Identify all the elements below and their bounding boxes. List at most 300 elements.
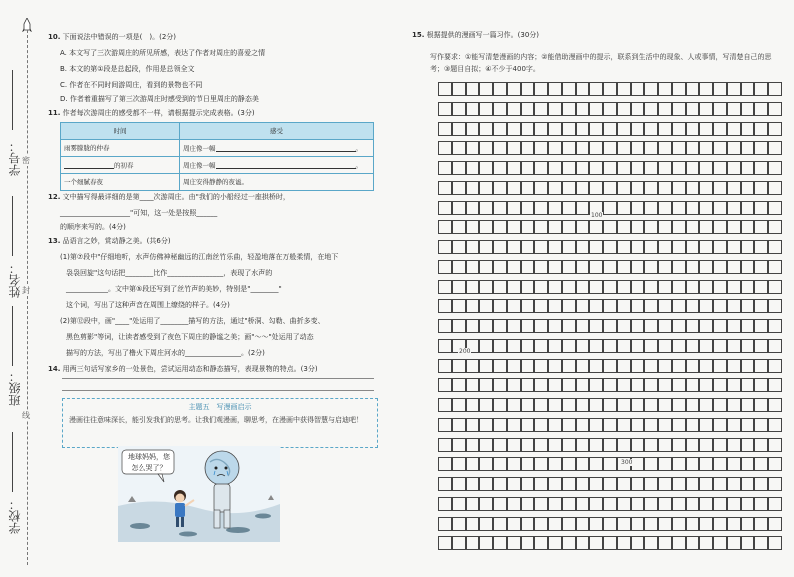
grid-cell[interactable] [534, 398, 548, 412]
grid-cell[interactable] [507, 517, 521, 531]
grid-cell[interactable] [631, 536, 645, 550]
grid-cell[interactable] [493, 378, 507, 392]
grid-cell[interactable] [754, 359, 768, 373]
grid-cell[interactable] [754, 102, 768, 116]
grid-cell[interactable] [754, 201, 768, 215]
grid-cell[interactable] [686, 280, 700, 294]
grid-cell[interactable] [631, 220, 645, 234]
grid-cell[interactable] [617, 438, 631, 452]
grid-cell[interactable] [672, 161, 686, 175]
grid-cell[interactable] [534, 497, 548, 511]
grid-cell[interactable] [617, 477, 631, 491]
grid-cell[interactable] [713, 220, 727, 234]
grid-cell[interactable] [754, 438, 768, 452]
grid-cell[interactable] [534, 260, 548, 274]
grid-cell[interactable] [452, 102, 466, 116]
grid-cell[interactable] [644, 536, 658, 550]
grid-cell[interactable] [727, 240, 741, 254]
grid-cell[interactable] [548, 82, 562, 96]
grid-cell[interactable] [438, 82, 452, 96]
grid-cell[interactable] [562, 201, 576, 215]
grid-cell[interactable] [754, 319, 768, 333]
grid-cell[interactable] [686, 438, 700, 452]
grid-cell[interactable] [617, 299, 631, 313]
grid-cell[interactable] [521, 260, 535, 274]
grid-cell[interactable] [576, 339, 590, 353]
grid-cell[interactable] [466, 240, 480, 254]
grid-cell[interactable] [672, 122, 686, 136]
grid-cell[interactable] [452, 280, 466, 294]
grid-cell[interactable] [727, 181, 741, 195]
grid-cell[interactable] [576, 359, 590, 373]
grid-cell[interactable] [741, 141, 755, 155]
grid-cell[interactable] [672, 378, 686, 392]
grid-cell[interactable] [741, 438, 755, 452]
grid-cell[interactable] [644, 457, 658, 471]
grid-cell[interactable] [617, 181, 631, 195]
grid-cell[interactable] [741, 102, 755, 116]
grid-cell[interactable] [699, 201, 713, 215]
grid-cell[interactable] [576, 497, 590, 511]
grid-cell[interactable] [768, 102, 782, 116]
grid-cell[interactable] [741, 359, 755, 373]
grid-cell[interactable] [534, 339, 548, 353]
answer-line[interactable] [62, 378, 374, 379]
grid-cell[interactable] [562, 141, 576, 155]
grid-cell[interactable] [576, 319, 590, 333]
grid-cell[interactable] [493, 122, 507, 136]
grid-cell[interactable] [699, 122, 713, 136]
grid-cell[interactable] [658, 240, 672, 254]
grid-cell[interactable] [603, 280, 617, 294]
grid-cell[interactable] [727, 299, 741, 313]
grid-cell[interactable] [699, 359, 713, 373]
grid-cell[interactable] [548, 418, 562, 432]
grid-cell[interactable] [576, 378, 590, 392]
grid-cell[interactable] [507, 201, 521, 215]
grid-cell[interactable] [534, 536, 548, 550]
grid-cell[interactable] [617, 319, 631, 333]
grid-cell[interactable] [576, 477, 590, 491]
grid-cell[interactable] [548, 339, 562, 353]
grid-cell[interactable] [452, 141, 466, 155]
grid-cell[interactable] [713, 438, 727, 452]
grid-cell[interactable] [672, 201, 686, 215]
grid-cell[interactable] [727, 141, 741, 155]
grid-cell[interactable] [493, 280, 507, 294]
grid-cell[interactable] [507, 378, 521, 392]
grid-cell[interactable] [741, 161, 755, 175]
grid-cell[interactable] [658, 319, 672, 333]
grid-cell[interactable] [644, 122, 658, 136]
grid-cell[interactable] [686, 181, 700, 195]
grid-cell[interactable] [562, 319, 576, 333]
grid-cell[interactable] [631, 260, 645, 274]
grid-cell[interactable] [658, 280, 672, 294]
grid-cell[interactable] [617, 359, 631, 373]
grid-cell[interactable] [686, 161, 700, 175]
class-blank[interactable] [12, 306, 13, 366]
grid-cell[interactable] [741, 457, 755, 471]
grid-cell[interactable] [521, 161, 535, 175]
grid-cell[interactable] [507, 398, 521, 412]
grid-cell[interactable] [493, 181, 507, 195]
grid-cell[interactable] [534, 240, 548, 254]
grid-cell[interactable] [727, 517, 741, 531]
grid-cell[interactable] [631, 359, 645, 373]
grid-cell[interactable] [672, 220, 686, 234]
grid-cell[interactable] [713, 181, 727, 195]
grid-cell[interactable] [548, 536, 562, 550]
grid-cell[interactable] [658, 517, 672, 531]
grid-cell[interactable] [479, 457, 493, 471]
answer-line[interactable] [62, 390, 374, 391]
grid-cell[interactable] [493, 201, 507, 215]
grid-cell[interactable] [644, 161, 658, 175]
grid-cell[interactable] [686, 319, 700, 333]
grid-cell[interactable] [548, 497, 562, 511]
grid-cell[interactable] [507, 359, 521, 373]
grid-cell[interactable] [479, 299, 493, 313]
grid-cell[interactable] [603, 339, 617, 353]
grid-cell[interactable] [713, 457, 727, 471]
grid-cell[interactable] [534, 438, 548, 452]
grid-cell[interactable] [768, 201, 782, 215]
grid-cell[interactable] [589, 339, 603, 353]
grid-cell[interactable] [699, 181, 713, 195]
grid-cell[interactable] [658, 299, 672, 313]
grid-cell[interactable] [672, 280, 686, 294]
grid-cell[interactable] [493, 161, 507, 175]
grid-cell[interactable] [672, 418, 686, 432]
grid-cell[interactable] [466, 299, 480, 313]
grid-cell[interactable] [493, 457, 507, 471]
grid-cell[interactable] [768, 477, 782, 491]
grid-cell[interactable] [754, 141, 768, 155]
grid-cell[interactable] [603, 299, 617, 313]
grid-cell[interactable] [713, 398, 727, 412]
grid-cell[interactable] [521, 457, 535, 471]
grid-cell[interactable] [438, 260, 452, 274]
grid-cell[interactable] [741, 477, 755, 491]
grid-cell[interactable] [548, 260, 562, 274]
answer-blank[interactable] [216, 144, 356, 152]
grid-cell[interactable] [768, 497, 782, 511]
grid-cell[interactable] [521, 102, 535, 116]
grid-cell[interactable] [548, 299, 562, 313]
grid-cell[interactable] [754, 477, 768, 491]
grid-cell[interactable] [727, 378, 741, 392]
grid-cell[interactable] [617, 497, 631, 511]
grid-cell[interactable] [741, 181, 755, 195]
grid-cell[interactable] [727, 497, 741, 511]
grid-cell[interactable] [644, 181, 658, 195]
grid-cell[interactable] [589, 220, 603, 234]
grid-cell[interactable] [466, 201, 480, 215]
grid-cell[interactable] [452, 438, 466, 452]
grid-cell[interactable] [548, 102, 562, 116]
grid-cell[interactable] [768, 141, 782, 155]
grid-cell[interactable] [548, 280, 562, 294]
grid-cell[interactable] [548, 161, 562, 175]
grid-cell[interactable] [493, 260, 507, 274]
grid-cell[interactable] [672, 438, 686, 452]
grid-cell[interactable] [548, 457, 562, 471]
grid-cell[interactable] [713, 280, 727, 294]
grid-cell[interactable] [741, 260, 755, 274]
grid-cell[interactable] [699, 82, 713, 96]
grid-cell[interactable] [534, 141, 548, 155]
grid-cell[interactable] [466, 82, 480, 96]
grid-cell[interactable] [452, 398, 466, 412]
grid-cell[interactable] [644, 102, 658, 116]
grid-cell[interactable] [548, 359, 562, 373]
grid-cell[interactable] [768, 398, 782, 412]
grid-cell[interactable] [644, 339, 658, 353]
grid-cell[interactable] [534, 359, 548, 373]
grid-cell[interactable] [479, 260, 493, 274]
grid-cell[interactable] [644, 497, 658, 511]
grid-cell[interactable] [658, 359, 672, 373]
grid-cell[interactable] [507, 280, 521, 294]
grid-cell[interactable] [589, 102, 603, 116]
grid-cell[interactable] [466, 319, 480, 333]
grid-cell[interactable] [727, 536, 741, 550]
grid-cell[interactable] [768, 220, 782, 234]
grid-cell[interactable] [548, 122, 562, 136]
grid-cell[interactable] [658, 477, 672, 491]
grid-cell[interactable] [438, 438, 452, 452]
grid-cell[interactable] [768, 122, 782, 136]
grid-cell[interactable] [617, 82, 631, 96]
grid-cell[interactable] [713, 102, 727, 116]
grid-cell[interactable] [768, 378, 782, 392]
grid-cell[interactable] [658, 497, 672, 511]
grid-cell[interactable] [727, 102, 741, 116]
grid-cell[interactable] [479, 378, 493, 392]
grid-cell[interactable] [548, 477, 562, 491]
grid-cell[interactable] [438, 339, 452, 353]
grid-cell[interactable] [452, 378, 466, 392]
grid-cell[interactable] [768, 457, 782, 471]
grid-cell[interactable] [452, 220, 466, 234]
grid-cell[interactable] [617, 240, 631, 254]
grid-cell[interactable] [562, 220, 576, 234]
grid-cell[interactable] [644, 378, 658, 392]
grid-cell[interactable] [644, 477, 658, 491]
grid-cell[interactable] [617, 141, 631, 155]
grid-cell[interactable] [479, 319, 493, 333]
grid-cell[interactable] [479, 82, 493, 96]
grid-cell[interactable] [576, 299, 590, 313]
grid-cell[interactable] [713, 240, 727, 254]
grid-cell[interactable] [699, 161, 713, 175]
grid-cell[interactable] [741, 497, 755, 511]
grid-cell[interactable] [713, 359, 727, 373]
grid-cell[interactable] [521, 536, 535, 550]
grid-cell[interactable] [741, 220, 755, 234]
grid-cell[interactable] [741, 319, 755, 333]
grid-cell[interactable] [617, 378, 631, 392]
question-13-part2-line3[interactable]: 描写的方法，写出了橹火下周庄河水的________________。(2分) [66, 349, 265, 357]
grid-cell[interactable] [699, 477, 713, 491]
grid-cell[interactable] [658, 418, 672, 432]
grid-cell[interactable] [576, 181, 590, 195]
grid-cell[interactable] [768, 240, 782, 254]
grid-cell[interactable] [768, 161, 782, 175]
grid-cell[interactable] [603, 201, 617, 215]
grid-cell[interactable] [672, 517, 686, 531]
grid-cell[interactable] [699, 141, 713, 155]
grid-cell[interactable] [589, 319, 603, 333]
grid-cell[interactable] [603, 536, 617, 550]
grid-cell[interactable] [521, 339, 535, 353]
grid-cell[interactable] [452, 240, 466, 254]
grid-cell[interactable] [713, 339, 727, 353]
grid-cell[interactable] [603, 260, 617, 274]
grid-cell[interactable] [493, 102, 507, 116]
grid-cell[interactable] [534, 201, 548, 215]
grid-cell[interactable] [534, 122, 548, 136]
grid-cell[interactable] [589, 82, 603, 96]
question-13-part2-line1[interactable]: (2)第⑫段中，画"____"处运用了________描写的方法，通过"桥洞、勾勒、曲折多变、 [60, 317, 325, 325]
grid-cell[interactable] [576, 201, 590, 215]
grid-cell[interactable] [727, 339, 741, 353]
grid-cell[interactable] [548, 319, 562, 333]
grid-cell[interactable] [589, 477, 603, 491]
grid-cell[interactable] [589, 299, 603, 313]
grid-cell[interactable] [479, 438, 493, 452]
grid-cell[interactable] [493, 240, 507, 254]
grid-cell[interactable] [644, 418, 658, 432]
grid-cell[interactable] [644, 398, 658, 412]
grid-cell[interactable] [741, 82, 755, 96]
grid-cell[interactable] [438, 536, 452, 550]
grid-cell[interactable] [452, 201, 466, 215]
grid-cell[interactable] [603, 477, 617, 491]
grid-cell[interactable] [741, 398, 755, 412]
grid-cell[interactable] [741, 201, 755, 215]
grid-cell[interactable] [699, 220, 713, 234]
grid-cell[interactable] [479, 161, 493, 175]
grid-cell[interactable] [617, 517, 631, 531]
grid-cell[interactable] [754, 457, 768, 471]
grid-cell[interactable] [672, 299, 686, 313]
grid-cell[interactable] [686, 536, 700, 550]
grid-cell[interactable] [438, 359, 452, 373]
grid-cell[interactable] [521, 181, 535, 195]
grid-cell[interactable] [479, 201, 493, 215]
grid-cell[interactable] [727, 82, 741, 96]
grid-cell[interactable] [603, 359, 617, 373]
grid-cell[interactable] [507, 240, 521, 254]
grid-cell[interactable] [534, 418, 548, 432]
grid-cell[interactable] [631, 497, 645, 511]
grid-cell[interactable] [438, 299, 452, 313]
grid-cell[interactable] [741, 339, 755, 353]
grid-cell[interactable] [631, 82, 645, 96]
grid-cell[interactable] [534, 517, 548, 531]
grid-cell[interactable] [589, 536, 603, 550]
grid-cell[interactable] [727, 398, 741, 412]
grid-cell[interactable] [493, 418, 507, 432]
grid-cell[interactable] [603, 122, 617, 136]
grid-cell[interactable] [741, 536, 755, 550]
grid-cell[interactable] [754, 517, 768, 531]
grid-cell[interactable] [754, 122, 768, 136]
grid-cell[interactable] [466, 517, 480, 531]
grid-cell[interactable] [479, 181, 493, 195]
grid-cell[interactable] [562, 359, 576, 373]
grid-cell[interactable] [631, 122, 645, 136]
grid-cell[interactable] [672, 497, 686, 511]
question-13-part1-line2[interactable]: 袅袅回旋"这句话把________比作________________，表现了水声的 [66, 269, 273, 277]
grid-cell[interactable] [727, 220, 741, 234]
table-cell-feeling[interactable]: 周庄像一幅 。 [180, 157, 374, 174]
grid-cell[interactable] [576, 161, 590, 175]
grid-cell[interactable] [507, 141, 521, 155]
grid-cell[interactable] [754, 161, 768, 175]
grid-cell[interactable] [603, 102, 617, 116]
grid-cell[interactable] [438, 240, 452, 254]
grid-cell[interactable] [617, 418, 631, 432]
grid-cell[interactable] [576, 82, 590, 96]
grid-cell[interactable] [672, 339, 686, 353]
grid-cell[interactable] [713, 477, 727, 491]
grid-cell[interactable] [562, 102, 576, 116]
grid-cell[interactable] [466, 220, 480, 234]
grid-cell[interactable] [713, 299, 727, 313]
grid-cell[interactable] [507, 161, 521, 175]
grid-cell[interactable] [631, 398, 645, 412]
grid-cell[interactable] [658, 438, 672, 452]
grid-cell[interactable] [589, 378, 603, 392]
grid-cell[interactable] [589, 438, 603, 452]
grid-cell[interactable] [589, 141, 603, 155]
grid-cell[interactable] [768, 438, 782, 452]
grid-cell[interactable] [479, 398, 493, 412]
grid-cell[interactable] [699, 339, 713, 353]
grid-cell[interactable] [672, 536, 686, 550]
grid-cell[interactable] [534, 102, 548, 116]
grid-cell[interactable] [754, 82, 768, 96]
grid-cell[interactable] [562, 181, 576, 195]
grid-cell[interactable] [617, 398, 631, 412]
grid-cell[interactable] [562, 398, 576, 412]
grid-cell[interactable] [658, 260, 672, 274]
grid-cell[interactable] [631, 240, 645, 254]
grid-cell[interactable] [589, 280, 603, 294]
grid-cell[interactable] [644, 438, 658, 452]
grid-cell[interactable] [631, 141, 645, 155]
grid-cell[interactable] [479, 141, 493, 155]
grid-cell[interactable] [699, 280, 713, 294]
grid-cell[interactable] [686, 122, 700, 136]
grid-cell[interactable] [493, 82, 507, 96]
grid-cell[interactable] [438, 398, 452, 412]
grid-cell[interactable] [754, 418, 768, 432]
grid-cell[interactable] [466, 418, 480, 432]
grid-cell[interactable] [452, 418, 466, 432]
grid-cell[interactable] [768, 517, 782, 531]
grid-cell[interactable] [452, 536, 466, 550]
grid-cell[interactable] [603, 457, 617, 471]
grid-cell[interactable] [507, 181, 521, 195]
grid-cell[interactable] [479, 359, 493, 373]
grid-cell[interactable] [521, 497, 535, 511]
grid-cell[interactable] [521, 280, 535, 294]
answer-blank[interactable] [216, 161, 356, 169]
